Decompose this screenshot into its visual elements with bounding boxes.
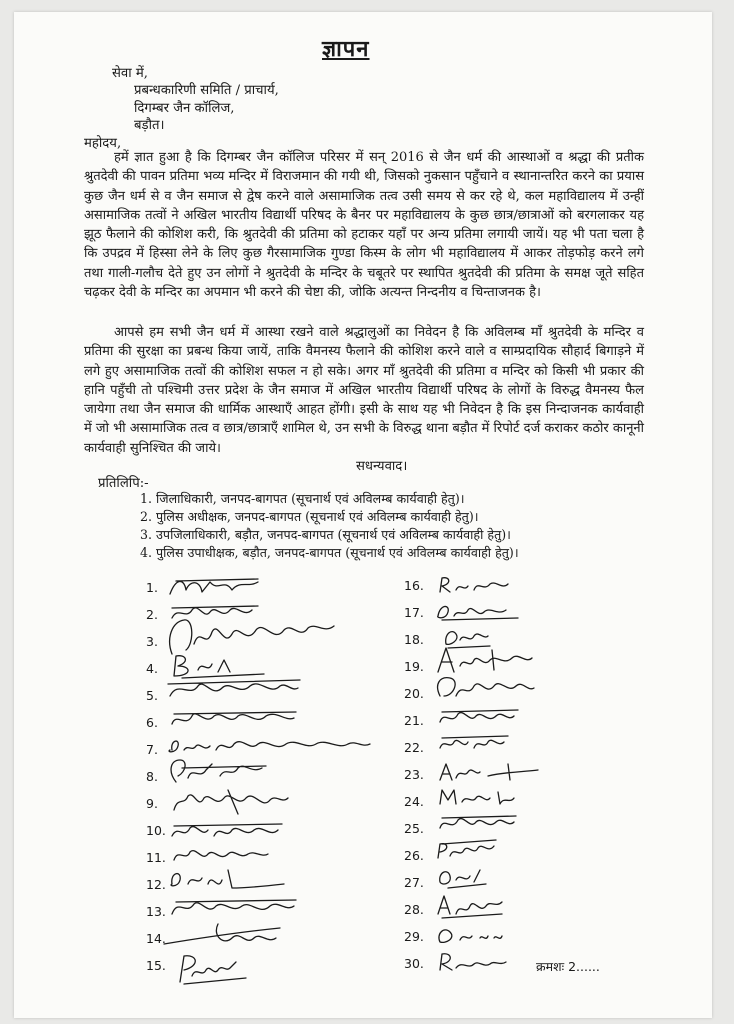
cc-item: 2. पुलिस अधीक्षक, जनपद-बागपत (सूचनार्थ एवं अविलम्ब कार्यवाही हेतु)। <box>140 509 479 524</box>
signature-number: 8. <box>146 769 158 784</box>
signature-number: 10. <box>146 823 166 838</box>
signature-number: 28. <box>404 902 424 917</box>
signature-number: 24. <box>404 794 424 809</box>
signature-number: 12. <box>146 877 166 892</box>
signature-number: 30. <box>404 956 424 971</box>
signature-number: 7. <box>146 742 158 757</box>
signature-number: 20. <box>404 686 424 701</box>
signature-number: 9. <box>146 796 158 811</box>
signature-number: 16. <box>404 578 424 593</box>
signature <box>168 784 388 818</box>
signature-number: 21. <box>404 713 424 728</box>
signature <box>432 834 652 864</box>
cc-item: 1. जिलाधिकारी, जनपद-बागपत (सूचनार्थ एवं अविलम्ब कार्यवाही हेतु)। <box>140 491 465 506</box>
closing-thanks: सधन्यवाद। <box>356 459 408 474</box>
signature <box>166 754 386 788</box>
address-line-3: दिगम्बर जैन कॉलिज, <box>134 101 235 116</box>
signature-number: 23. <box>404 767 424 782</box>
signature-number: 1. <box>146 580 158 595</box>
signature-number: 29. <box>404 929 424 944</box>
signature-number: 25. <box>404 821 424 836</box>
signature-number: 14. <box>146 931 166 946</box>
signature-number: 4. <box>146 661 158 676</box>
signature-number: 22. <box>404 740 424 755</box>
signature <box>434 728 654 758</box>
signature <box>164 674 384 706</box>
cc-label: प्रतिलिपि:- <box>98 476 149 491</box>
greeting: महोदय, <box>84 136 122 151</box>
signature <box>432 670 652 706</box>
signature-number: 5. <box>146 688 158 703</box>
cc-item: 4. पुलिस उपाधीक्षक, बड़ौत, जनपद-बागपत (सूचनार्थ एवं अविलम्ब कार्यवाही हेतु)। <box>140 545 519 560</box>
signature-number: 18. <box>404 632 424 647</box>
continuation-note: क्रमशः 2...... <box>536 959 600 974</box>
signature <box>432 888 652 924</box>
signature-number: 19. <box>404 659 424 674</box>
signature-number: 15. <box>146 958 166 973</box>
signature-number: 3. <box>146 634 158 649</box>
body-paragraph-2: आपसे हम सभी जैन धर्म में आस्था रखने वाले श्रद्धालुओं का निवेदन है कि अविलम्ब माँ श्रुतदेवी के मन्दिर व प्रतिमा की सुरक्षा का प्रबन्ध किया जायें, ताकि वैमनस्य फैलाने की कोशिश करने वाले व साम्प्रदायिक सौहार्द बिगाड़ने में लगे हुए असामाजिक तत्वों की कोशिश सफल न हो सके। अगर माँ श्रुतदेवी की प्रतिमा व मन्दिर को किसी भी प्रकार की हानि पहुँची तो पश्चिमी उत्तर प्रदेश के जैन समाज में अखिल भारतीय विद्यार्थी परिषद के लोगों के विरुद्ध वैमनस्य फैल जायेगा तथा जैन समाज की धार्मिक आस्थाएँ आहत होंगी। इसी के साथ यह भी निवेदन है कि इस निन्दाजनक कार्यवाही में जो भी असामाजिक तत्व व छात्र/छात्राएँ शामिल थे, उन सभी के विरुद्ध थाना बड़ौत में रिपोर्ट दर्ज कराकर कठोर कानूनी कार्यवाही सुनिश्चित की जाये। <box>84 325 644 456</box>
signature-number: 17. <box>404 605 424 620</box>
signature <box>170 948 390 988</box>
signature-number: 6. <box>146 715 158 730</box>
signature-number: 2. <box>146 607 158 622</box>
cc-item: 3. उपजिलाधिकारी, बड़ौत, जनपद-बागपत (सूचनार्थ एवं अविलम्ब कार्यवाही हेतु)। <box>140 527 511 542</box>
body-paragraph-1: हमें ज्ञात हुआ है कि दिगम्बर जैन कॉलिज परिसर में सन् 2016 से जैन धर्म की आस्थाओं व श्रद्धा की प्रतीक श्रुतदेवी की पावन प्रतिमा भव्य मन्दिर में विराजमान की गयी थी, जिसको नुकसान पहुँचाने व स्थानान्तरित करने का प्रयास कुछ जैन धर्म से व जैन समाज से द्वेष करने वाले असामाजिक तत्व उसी समय से कर रहे थे, कल महाविद्यालय में उन्हीं असामाजिक तत्वों ने अखिल भारतीय विद्यार्थी परिषद के बैनर पर महाविद्यालय के कुछ छात्र/छात्राओं को बरगलाकर यह झूठ फैलाने की कोशिश करी, कि श्रुतदेवी की प्रतिमा को हटाकर यहाँ पर अन्य प्रतिमा लगायी जायें। यह भी पता चला है कि उपद्रव में हिस्सा लेने के लिए कुछ गैरसामाजिक गुण्डा किस्म के लोग भी महाविद्यालय में आकर तोड़फोड़ करने लगे तथा गाली-गलौच देते हुए उन लोगों ने श्रुतदेवी के मन्दिर के चबूतरे पर स्थापित श्रुतदेवी की प्रतिमा के समक्ष जूते सहित चढ़कर देवी के मन्दिर का अपमान भी करने की चेष्टा की, जोकि अत्यन्त निन्दनीय व चिन्ताजनक है। <box>84 150 644 301</box>
signature-number: 13. <box>146 904 166 919</box>
signature-number: 27. <box>404 875 424 890</box>
address-line-2: प्रबन्धकारिणी समिति / प्राचार्य, <box>134 83 279 98</box>
signature-number: 11. <box>146 850 166 865</box>
signature-number: 26. <box>404 848 424 863</box>
address-line-1: सेवा में, <box>112 66 148 81</box>
document-title: ज्ञापन <box>322 36 370 62</box>
address-line-4: बड़ौत। <box>134 118 165 133</box>
